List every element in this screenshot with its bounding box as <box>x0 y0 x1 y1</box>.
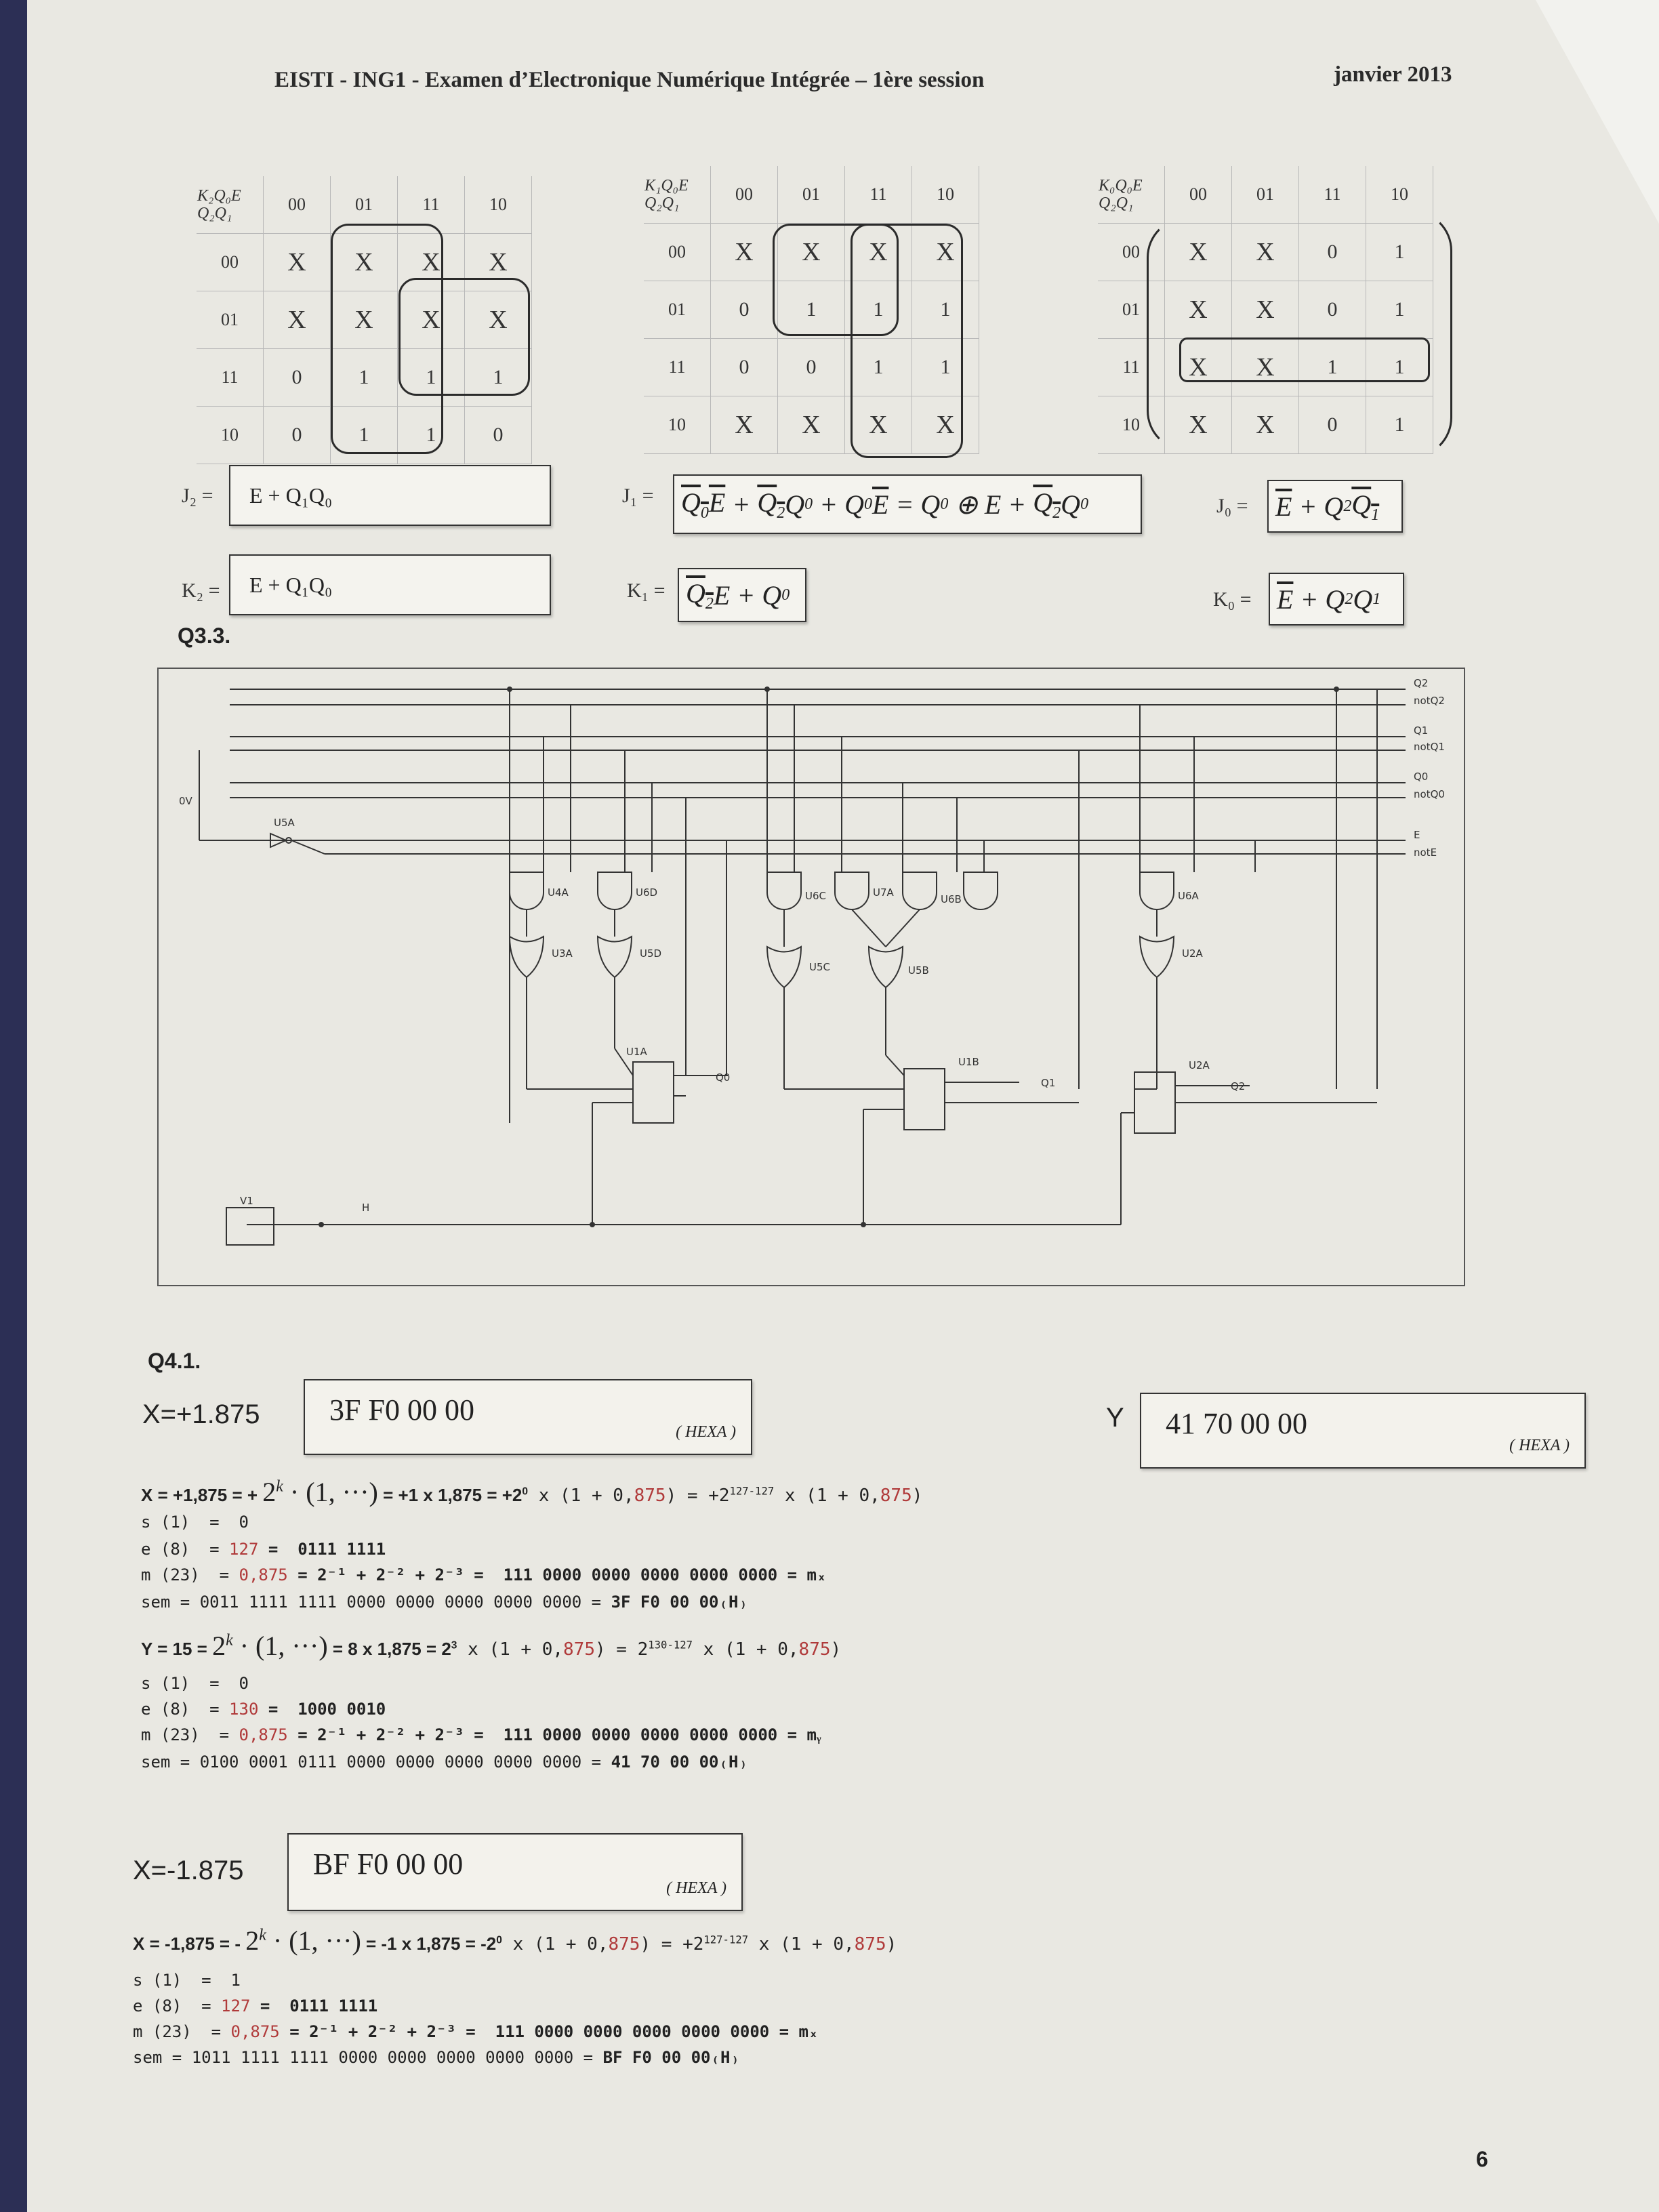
kmap-row-header: 01 <box>1098 281 1165 339</box>
bus-label-notq0: notQ0 <box>1414 788 1445 800</box>
y-mantissa-line: m (23) = 0,875 = 2⁻¹ + 2⁻² + 2⁻³ = 111 0000 0000 0000 0000 0000 = mᵧ <box>141 1725 821 1744</box>
kmap-cell: 1 <box>1366 281 1433 339</box>
kmap-cell: 1 <box>331 407 398 464</box>
x-neg-formula: X = -1,875 = - $2^k \cdot (1$, ···) = -1 x $1,875 = -2^0$ x $(1 + 0,875) = +2^{127-127}$ x (1 + 0,875) <box>133 1925 897 1956</box>
kmap-cell: X <box>1165 396 1232 454</box>
flipflop-label: U1B <box>958 1056 979 1068</box>
x-pos-mantissa-line: m (23) = 0,875 = 2⁻¹ + 2⁻² + 2⁻³ = 111 0000 0000 0000 0000 0000 = mₓ <box>141 1565 827 1584</box>
x-neg-sem-line: sem = 1011 1111 1111 0000 0000 0000 0000 0000 = BF F0 00 00₍H₎ <box>133 2048 740 2067</box>
kmap-row-header: 11 <box>197 349 264 407</box>
k2-label: K₂ = <box>182 579 220 602</box>
junction-dot <box>764 687 770 692</box>
bus-label-notq2: notQ2 <box>1414 695 1445 707</box>
kmap-cell: X <box>465 234 532 291</box>
q41-label: Q4.1. <box>148 1349 201 1373</box>
kmap-row-header: 10 <box>1098 396 1165 454</box>
kmap-cell: X <box>778 396 845 454</box>
k1-answer-box: $Q_2$ E + Q 0 <box>678 568 806 622</box>
j0-label: J₀ = <box>1216 495 1248 517</box>
kmap-cell: X <box>1165 339 1232 396</box>
kmap-cell: X <box>1232 339 1299 396</box>
junction-dot <box>507 687 512 692</box>
j2-label: J₂ = <box>182 485 213 507</box>
kmap-cell: X <box>778 224 845 281</box>
kmap-cell: X <box>912 396 979 454</box>
gate-label: U4A <box>548 886 569 899</box>
kmap-col-header: 00 <box>264 176 331 234</box>
bus-label-notq1: notQ1 <box>1414 741 1445 753</box>
probe-label-q1: Q1 <box>1041 1077 1056 1089</box>
k0-label: K₀ = <box>1213 588 1252 611</box>
kmap-cell: X <box>331 234 398 291</box>
kmap-cell: 1 <box>398 349 465 407</box>
kmap-col-header: 10 <box>912 166 979 224</box>
gate-label: U6D <box>636 886 658 899</box>
kmap-cell: 0 <box>711 339 778 396</box>
switch-label: 0V <box>179 795 192 807</box>
kmap-cell: 1 <box>1366 396 1433 454</box>
kmap-cell: X <box>398 234 465 291</box>
kmap-col-header: 11 <box>398 176 465 234</box>
x-neg-label: X=-1.875 <box>133 1856 244 1885</box>
gate-label: U6A <box>1178 890 1199 902</box>
kmap-cell: 0 <box>465 407 532 464</box>
kmap-row-header: 01 <box>197 291 264 349</box>
x-pos-label: X=+1.875 <box>142 1399 260 1429</box>
x-pos-sign-line: s (1) = 0 <box>141 1513 249 1532</box>
x-neg-hex-box <box>287 1833 743 1911</box>
kmap-cell: 0 <box>1299 224 1366 281</box>
kmap-cell: 1 <box>912 281 979 339</box>
kmap-corner: K₁Q₀E Q₂Q₁ <box>644 176 689 212</box>
kmap-row-header: 01 <box>644 281 711 339</box>
kmap-cell: 0 <box>1299 281 1366 339</box>
exam-title: EISTI - ING1 - Examen d’Electronique Numérique Intégrée – 1ère session <box>274 68 985 92</box>
junction-dot <box>590 1222 595 1227</box>
y-exp-line: e (8) = 130 = 1000 0010 <box>141 1700 386 1719</box>
kmap-col-header: 00 <box>1165 166 1232 224</box>
kmap-col-header: 11 <box>1299 166 1366 224</box>
kmap-cell: X <box>845 396 912 454</box>
kmap-loop <box>398 278 530 396</box>
kmap-cell: X <box>711 224 778 281</box>
y-hex-value: 41 70 00 00 <box>1166 1407 1307 1440</box>
kmap-cell: 1 <box>845 339 912 396</box>
y-formula: $Y = 15 = 2^k \cdot (1$, ···) = 8 x $1,875 = 2^3$ x $(1 + 0,875) = 2^{130-127}$ x (1 + 0,875) <box>141 1631 842 1661</box>
kmap-cell: X <box>1165 281 1232 339</box>
bus-label-q2: Q2 <box>1414 677 1429 689</box>
gate-label: U5A <box>274 817 295 829</box>
kmap-cell: X <box>711 396 778 454</box>
x-pos-hex-box <box>304 1379 752 1455</box>
q33-label: Q3.3. <box>178 623 231 648</box>
x-pos-exp-line: e (8) = 127 = 0111 1111 <box>141 1540 386 1559</box>
gate-label: U6B <box>941 893 962 905</box>
flipflop-label: U2A <box>1189 1059 1210 1071</box>
y-label: Y <box>1106 1403 1124 1433</box>
gate-label: U5B <box>908 964 929 977</box>
kmap-cell: 0 <box>264 407 331 464</box>
kmap-cell: X <box>1232 224 1299 281</box>
kmap-corner: K₀Q₀E Q₂Q₁ <box>1099 176 1143 212</box>
kmap-cell: X <box>264 234 331 291</box>
probe-label-q0: Q0 <box>716 1071 731 1084</box>
kmap-cell: 0 <box>711 281 778 339</box>
kmap-col-header: 01 <box>331 176 398 234</box>
kmap-cell: X <box>1232 396 1299 454</box>
kmap-loop <box>851 224 963 458</box>
kmap-cell: 1 <box>465 349 532 407</box>
kmap-col-header: 10 <box>465 176 532 234</box>
exam-date: janvier 2013 <box>1334 62 1452 87</box>
kmap-corner: K₂Q₀E Q₂Q₁ <box>197 186 241 222</box>
kmap-col-header: 00 <box>711 166 778 224</box>
x-pos-hex-value: 3F F0 00 00 <box>329 1393 474 1427</box>
kmap-cell: 1 <box>912 339 979 396</box>
circuit-diagram <box>157 668 1465 1286</box>
kmap-row-header: 00 <box>197 234 264 291</box>
kmap-cell: X <box>912 224 979 281</box>
flipflop-label: U1A <box>626 1046 647 1058</box>
k2-answer-box: E + Q₁Q₀ <box>229 554 551 615</box>
x-neg-mantissa-line: m (23) = 0,875 = 2⁻¹ + 2⁻² + 2⁻³ = 111 0000 0000 0000 0000 0000 = mₓ <box>133 2022 819 2041</box>
j2-answer-box: E + Q₁Q₀ <box>229 465 551 526</box>
kmap-cell: X <box>331 291 398 349</box>
kmap-row-header: 10 <box>197 407 264 464</box>
kmap-cell: X <box>465 291 532 349</box>
page-number: 6 <box>1476 2147 1488 2171</box>
bus-label-q0: Q0 <box>1414 771 1429 783</box>
y-hex-box <box>1140 1393 1586 1469</box>
kmap-col-header: 01 <box>778 166 845 224</box>
j1-answer-box: $Q_0E$ + $Q_2$ Q 0 + Q 0 $\overline{E}$ = Q 0 ⊕ E + $Q_2$ Q 0 <box>673 474 1142 534</box>
bus-label-q1: Q1 <box>1414 724 1429 737</box>
kmap-cell: X <box>845 224 912 281</box>
bus-label-note: notE <box>1414 846 1437 859</box>
kmap-row-header: 00 <box>644 224 711 281</box>
kmap-cell: 1 <box>331 349 398 407</box>
junction-dot <box>861 1222 866 1227</box>
hexa-unit: ( HEXA ) <box>676 1423 736 1441</box>
kmap-row-header: 11 <box>644 339 711 396</box>
probe-label-q2: Q2 <box>1231 1080 1246 1092</box>
kmap-cell: 1 <box>398 407 465 464</box>
k1-label: K₁ = <box>627 579 665 602</box>
gate-label: U7A <box>873 886 894 899</box>
kmap-cell: 1 <box>1366 224 1433 281</box>
kmap-cell: X <box>398 291 465 349</box>
clock-source-label: V1 <box>240 1195 253 1207</box>
kmap-cell: 1 <box>778 281 845 339</box>
kmap-col-header: 11 <box>845 166 912 224</box>
hexa-unit: ( HEXA ) <box>1509 1437 1570 1454</box>
y-sign-line: s (1) = 0 <box>141 1674 249 1693</box>
j0-answer-box: $\overline{E}$ + Q 2 $Q_1$ <box>1267 480 1403 533</box>
kmap-cell: 0 <box>264 349 331 407</box>
circuit-schematic <box>159 669 1463 1284</box>
kmap-cell: 1 <box>1299 339 1366 396</box>
kmap-row-header: 00 <box>1098 224 1165 281</box>
x-neg-sign-line: s (1) = 1 <box>133 1971 241 1990</box>
kmap-cell: X <box>264 291 331 349</box>
gate-label: U5D <box>640 947 662 960</box>
kmap-col-header: 01 <box>1232 166 1299 224</box>
kmap-row-header: 11 <box>1098 339 1165 396</box>
x-neg-hex-value: BF F0 00 00 <box>313 1847 464 1881</box>
gate-label: U3A <box>552 947 573 960</box>
junction-dot <box>319 1222 324 1227</box>
j1-label: J₁ = <box>622 485 654 507</box>
kmap-row-header: 10 <box>644 396 711 454</box>
probe-label-h: H <box>362 1202 370 1214</box>
k0-answer-box: $\overline{E}$ + Q 2 Q 1 <box>1269 573 1404 626</box>
kmap-loop <box>1147 217 1230 451</box>
y-sem-line: sem = 0100 0001 0111 0000 0000 0000 0000 0000 = 41 70 00 00₍H₎ <box>141 1753 748 1771</box>
gate-label: U6C <box>805 890 826 902</box>
x-neg-exp-line: e (8) = 127 = 0111 1111 <box>133 1996 378 2015</box>
kmap-cell: 0 <box>1299 396 1366 454</box>
gate-label: U5C <box>809 961 830 973</box>
junction-dot <box>1334 687 1339 692</box>
kmap-loop <box>1369 210 1452 458</box>
kmap-col-header: 10 <box>1366 166 1433 224</box>
hexa-unit: ( HEXA ) <box>666 1879 726 1897</box>
kmap-cell: 1 <box>1366 339 1433 396</box>
x-pos-formula: X = +1,875 = + $2^k \cdot (1$, ···) = +1 x $1,875 = +2^0$ x $(1 + 0,875) = +2^{127-127}$ x (1 + 0,875) <box>141 1477 923 1507</box>
bus-label-e: E <box>1414 829 1420 841</box>
gate-label: U2A <box>1182 947 1203 960</box>
kmap-cell: X <box>1165 224 1232 281</box>
kmap-cell: X <box>1232 281 1299 339</box>
x-pos-sem-line: sem = 0011 1111 1111 0000 0000 0000 0000 0000 = 3F F0 00 00₍H₎ <box>141 1593 748 1612</box>
kmap-cell: 0 <box>778 339 845 396</box>
kmap-cell: 1 <box>845 281 912 339</box>
